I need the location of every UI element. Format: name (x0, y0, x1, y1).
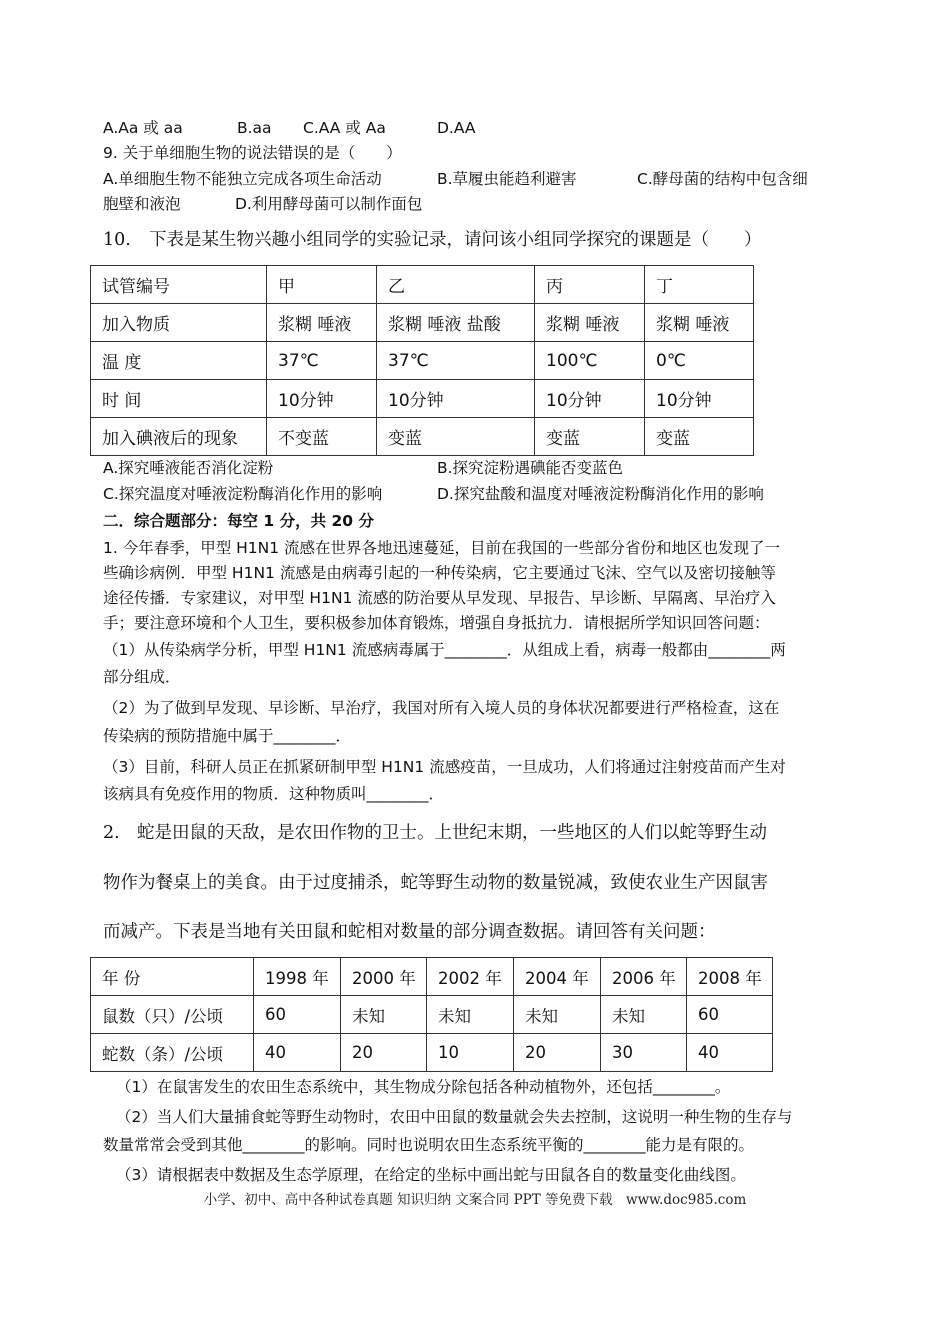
q2-line-1 (103, 820, 767, 846)
table-cell: 浆糊 唾液 (535, 304, 645, 342)
table-cell: 20 (514, 1034, 601, 1072)
q10-option-b: B.探究淀粉遇碘能否变蓝色 (437, 459, 624, 477)
q1-line: 手；要注意环境和个人卫生，要积极参加体育锻炼，增强自身抵抗力．请根据所学知识回答问题： (103, 614, 770, 632)
table-cell: 10分钟 (377, 380, 535, 418)
table-cell: 40 (687, 1034, 773, 1072)
q2-sub-line: （2）当人们大量捕食蛇等野生动物时，农田中田鼠的数量就会失去控制，这说明一种生物的生存与 (116, 1108, 793, 1126)
table-cell: 浆糊 唾液 (267, 304, 377, 342)
q9-options-row (103, 168, 808, 190)
table-cell: 2000 年 (341, 958, 427, 996)
q9-option-c: C.酵母菌的结构中包含细 (637, 170, 808, 188)
table-cell: 30 (601, 1034, 687, 1072)
table-row (91, 266, 754, 304)
q1-line: （1）从传染病学分析，甲型 H1N1 流感病毒属于________．从组成上看，病毒一般都由________两 (103, 641, 786, 659)
table-cell: 10 (427, 1034, 514, 1072)
table-cell: 10分钟 (535, 380, 645, 418)
q2-line: 物作为餐桌上的美食。由于过度捕杀，蛇等野生动物的数量锐减，致使农业生产因鼠害 (103, 873, 768, 893)
table-cell: 2006 年 (601, 958, 687, 996)
table-cell: 40 (254, 1034, 341, 1072)
q2-number: 2. (103, 823, 120, 843)
q10-options-row-2 (103, 483, 764, 505)
q9-option-d: D.利用酵母菌可以制作面包 (235, 195, 423, 213)
table-cell: 年 份 (91, 958, 254, 996)
table-row (91, 1034, 773, 1072)
table-cell: 丁 (645, 266, 754, 304)
q1-line: 1. 今年春季，甲型 H1N1 流感在世界各地迅速蔓延，目前在我国的一些部分省份和地区也发现了一 (103, 539, 781, 557)
table-cell: 乙 (377, 266, 535, 304)
q8-option-d: D.AA (437, 119, 476, 137)
q2-sub-line: （3）请根据表中数据及生态学原理，在给定的坐标中画出蛇与田鼠各自的数量变化曲线图。 (116, 1166, 746, 1184)
q10-options-row-1 (103, 457, 623, 479)
q10-option-c: C.探究温度对唾液淀粉酶消化作用的影响 (103, 485, 383, 503)
table-cell: 加入碘液后的现象 (91, 418, 267, 456)
q8-options (103, 117, 476, 139)
table-cell: 蛇数（条）/公顷 (91, 1034, 254, 1072)
table-cell: 37℃ (377, 342, 535, 380)
q8-option-b: B.aa (237, 119, 272, 137)
table-cell: 浆糊 唾液 (645, 304, 754, 342)
table-cell: 100℃ (535, 342, 645, 380)
table-cell: 2002 年 (427, 958, 514, 996)
table-row (91, 958, 773, 996)
table-cell: 甲 (267, 266, 377, 304)
q1-line: （3）目前，科研人员正在抓紧研制甲型 H1N1 流感疫苗，一旦成功，人们将通过注射疫苗而产生对 (103, 758, 786, 776)
table-cell: 1998 年 (254, 958, 341, 996)
q10-option-d: D.探究盐酸和温度对唾液淀粉酶消化作用的影响 (437, 485, 764, 503)
q1-line: 传染病的预防措施中属于________． (103, 727, 352, 745)
q10-stem: 下表是某生物兴趣小组同学的实验记录，请问该小组同学探究的课题是（ ） (149, 230, 762, 250)
table-cell: 0℃ (645, 342, 754, 380)
table-cell: 10分钟 (645, 380, 754, 418)
q2-sub-line: （1）在鼠害发生的农田生态系统中，其生物成分除包括各种动植物外，还包括________。 (116, 1078, 731, 1096)
q9-option-a: A.单细胞生物不能独立完成各项生命活动 (103, 170, 382, 188)
table-cell: 37℃ (267, 342, 377, 380)
q2-table (90, 957, 773, 1072)
table-cell: 鼠数（只）/公顷 (91, 996, 254, 1034)
table-cell: 不变蓝 (267, 418, 377, 456)
q9-options-row-2 (103, 193, 422, 215)
table-cell: 变蓝 (645, 418, 754, 456)
q9-stem: 9. 关于单细胞生物的说法错误的是（ ） (103, 144, 402, 162)
page-footer: 小学、初中、高中各种试卷真题 知识归纳 文案合同 PPT 等免费下载 www.doc985.com (203, 1192, 747, 1208)
q8-option-c: C.AA 或 Aa (303, 119, 386, 137)
q9-option-b: B.草履虫能趋利避害 (437, 170, 577, 188)
q1-line: 该病具有免疫作用的物质．这种物质叫________． (103, 785, 445, 803)
table-cell: 60 (254, 996, 341, 1034)
table-cell: 加入物质 (91, 304, 267, 342)
table-cell: 时 间 (91, 380, 267, 418)
q10-stem-row (103, 227, 762, 253)
table-cell: 60 (687, 996, 773, 1034)
table-cell: 丙 (535, 266, 645, 304)
table-cell: 2008 年 (687, 958, 773, 996)
q10-number: 10. (103, 230, 131, 250)
table-cell: 试管编号 (91, 266, 267, 304)
table-cell: 未知 (601, 996, 687, 1034)
table-row (91, 380, 754, 418)
table-cell: 温 度 (91, 342, 267, 380)
table-row (91, 342, 754, 380)
table-cell: 浆糊 唾液 盐酸 (377, 304, 535, 342)
table-cell: 20 (341, 1034, 427, 1072)
table-cell: 未知 (341, 996, 427, 1034)
q1-line: （2）为了做到早发现、早诊断、早治疗，我国对所有入境人员的身体状况都要进行严格检查，这在 (103, 699, 780, 717)
table-row (91, 996, 773, 1034)
section-heading: 二．综合题部分：每空 1 分，共 20 分 (103, 512, 374, 530)
q2-line: 而减产。下表是当地有关田鼠和蛇相对数量的部分调查数据。请回答有关问题： (103, 922, 716, 942)
table-cell: 2004 年 (514, 958, 601, 996)
table-cell: 变蓝 (535, 418, 645, 456)
table-row (91, 304, 754, 342)
q1-line: 些确诊病例．甲型 H1N1 流感是由病毒引起的一种传染病，它主要通过飞沫、空气以及密切接触等 (103, 564, 776, 582)
q10-option-a: A.探究唾液能否消化淀粉 (103, 459, 274, 477)
q2-sub-line: 数量常常会受到其他________的影响。同时也说明农田生态系统平衡的________能力是有限的。 (103, 1136, 755, 1154)
q10-table (90, 265, 754, 456)
table-row (91, 418, 754, 456)
table-cell: 10分钟 (267, 380, 377, 418)
q2-text: 蛇是田鼠的天敌，是农田作物的卫士。上世纪末期，一些地区的人们以蛇等野生动 (137, 823, 767, 843)
table-cell: 未知 (427, 996, 514, 1034)
table-cell: 未知 (514, 996, 601, 1034)
q1-line: 途径传播．专家建议，对甲型 H1N1 流感的防治要从早发现、早报告、早诊断、早隔离、早治疗入 (103, 589, 776, 607)
q8-option-a: A.Aa 或 aa (103, 119, 183, 137)
table-cell: 变蓝 (377, 418, 535, 456)
q9-option-c-cont: 胞壁和液泡 (103, 195, 181, 213)
q1-line: 部分组成． (103, 668, 181, 686)
